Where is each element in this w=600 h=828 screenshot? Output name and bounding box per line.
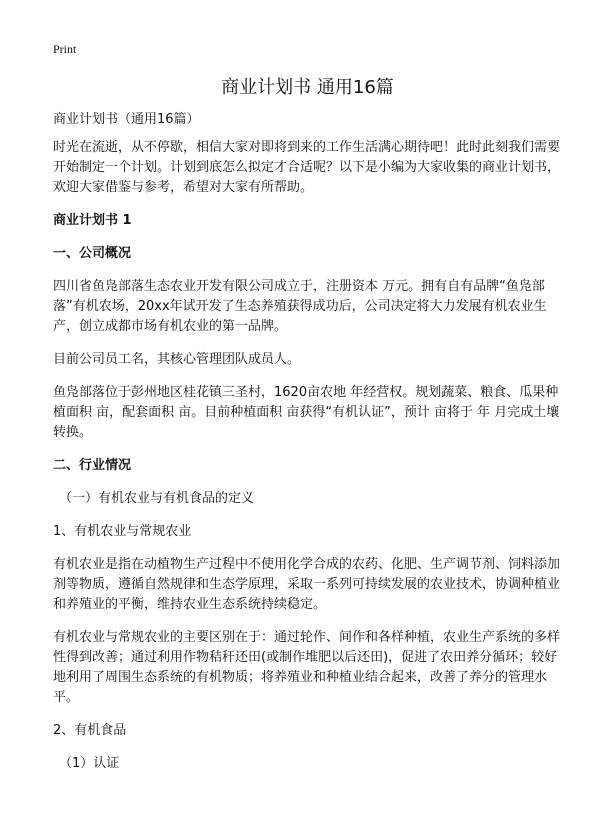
heading-company-overview: 一、公司概况 <box>53 246 132 261</box>
print-link[interactable]: Print <box>53 42 77 56</box>
document-title: 商业计划书 通用16篇 <box>221 77 394 98</box>
organic-paragraph: 有机农业是指在动植物生产过程中不使用化学合成的农药、化肥、生产调节剂、饲料添加剂等物质，遵循自然规律和生态学原理，采取一系列可持续发展的农业技术，协调种植业和养殖业的平衡，维持农业生态系统持续稳定。 <box>53 557 561 612</box>
subheading-organic-vs-conventional: 1、有机农业与常规农业 <box>53 524 192 539</box>
location-paragraph: 鱼凫部落位于彭州地区桂花镇三圣村，1620亩农地 年经营权。规划蔬菜、粮食、瓜果种植面积 亩，配套面积 亩。目前种植面积 亩获得“有机认证”，预计 亩将于 年 月完成土壤转换。 <box>53 385 560 440</box>
company-paragraph: 四川省鱼凫部落生态农业开发有限公司成立于，注册资本 万元。拥有自有品牌“鱼凫部落”有机农场，20xx年试开发了生态养殖获得成功后，公司决定将大力发展有机农业生产，创立成都市场有机农业的第一品牌。 <box>53 279 547 334</box>
intro-paragraph: 时光在流逝，从不停歇，相信大家对即将到来的工作生活满心期待吧！此时此刻我们需要开始制定一个计划。计划到底怎么拟定才合适呢？以下是小编为大家收集的商业计划书，欢迎大家借鉴与参考，希望对大家有所帮助。 <box>53 140 561 195</box>
staff-paragraph: 目前公司员工名，其核心管理团队成员人。 <box>53 352 301 367</box>
subheading-definition: （一）有机农业与有机食品的定义 <box>59 491 255 506</box>
subheading-certification: （1）认证 <box>59 756 120 771</box>
section-title: 商业计划书 1 <box>53 213 132 228</box>
difference-paragraph: 有机农业与常规农业的主要区别在于：通过轮作、间作和各样种植，农业生产系统的多样性得到改善；通过利用作物秸秆还田(或制作堆肥以后还田)，促进了农田养分循环；较好地利用了周围生态系统的有机物质；将养殖业和种植业结合起来，改善了养分的管理水平。 <box>53 630 561 705</box>
subheading-organic-food: 2、有机食品 <box>53 723 127 738</box>
document-subtitle: 商业计划书（通用16篇） <box>53 112 200 127</box>
heading-industry: 二、行业情况 <box>53 458 132 473</box>
